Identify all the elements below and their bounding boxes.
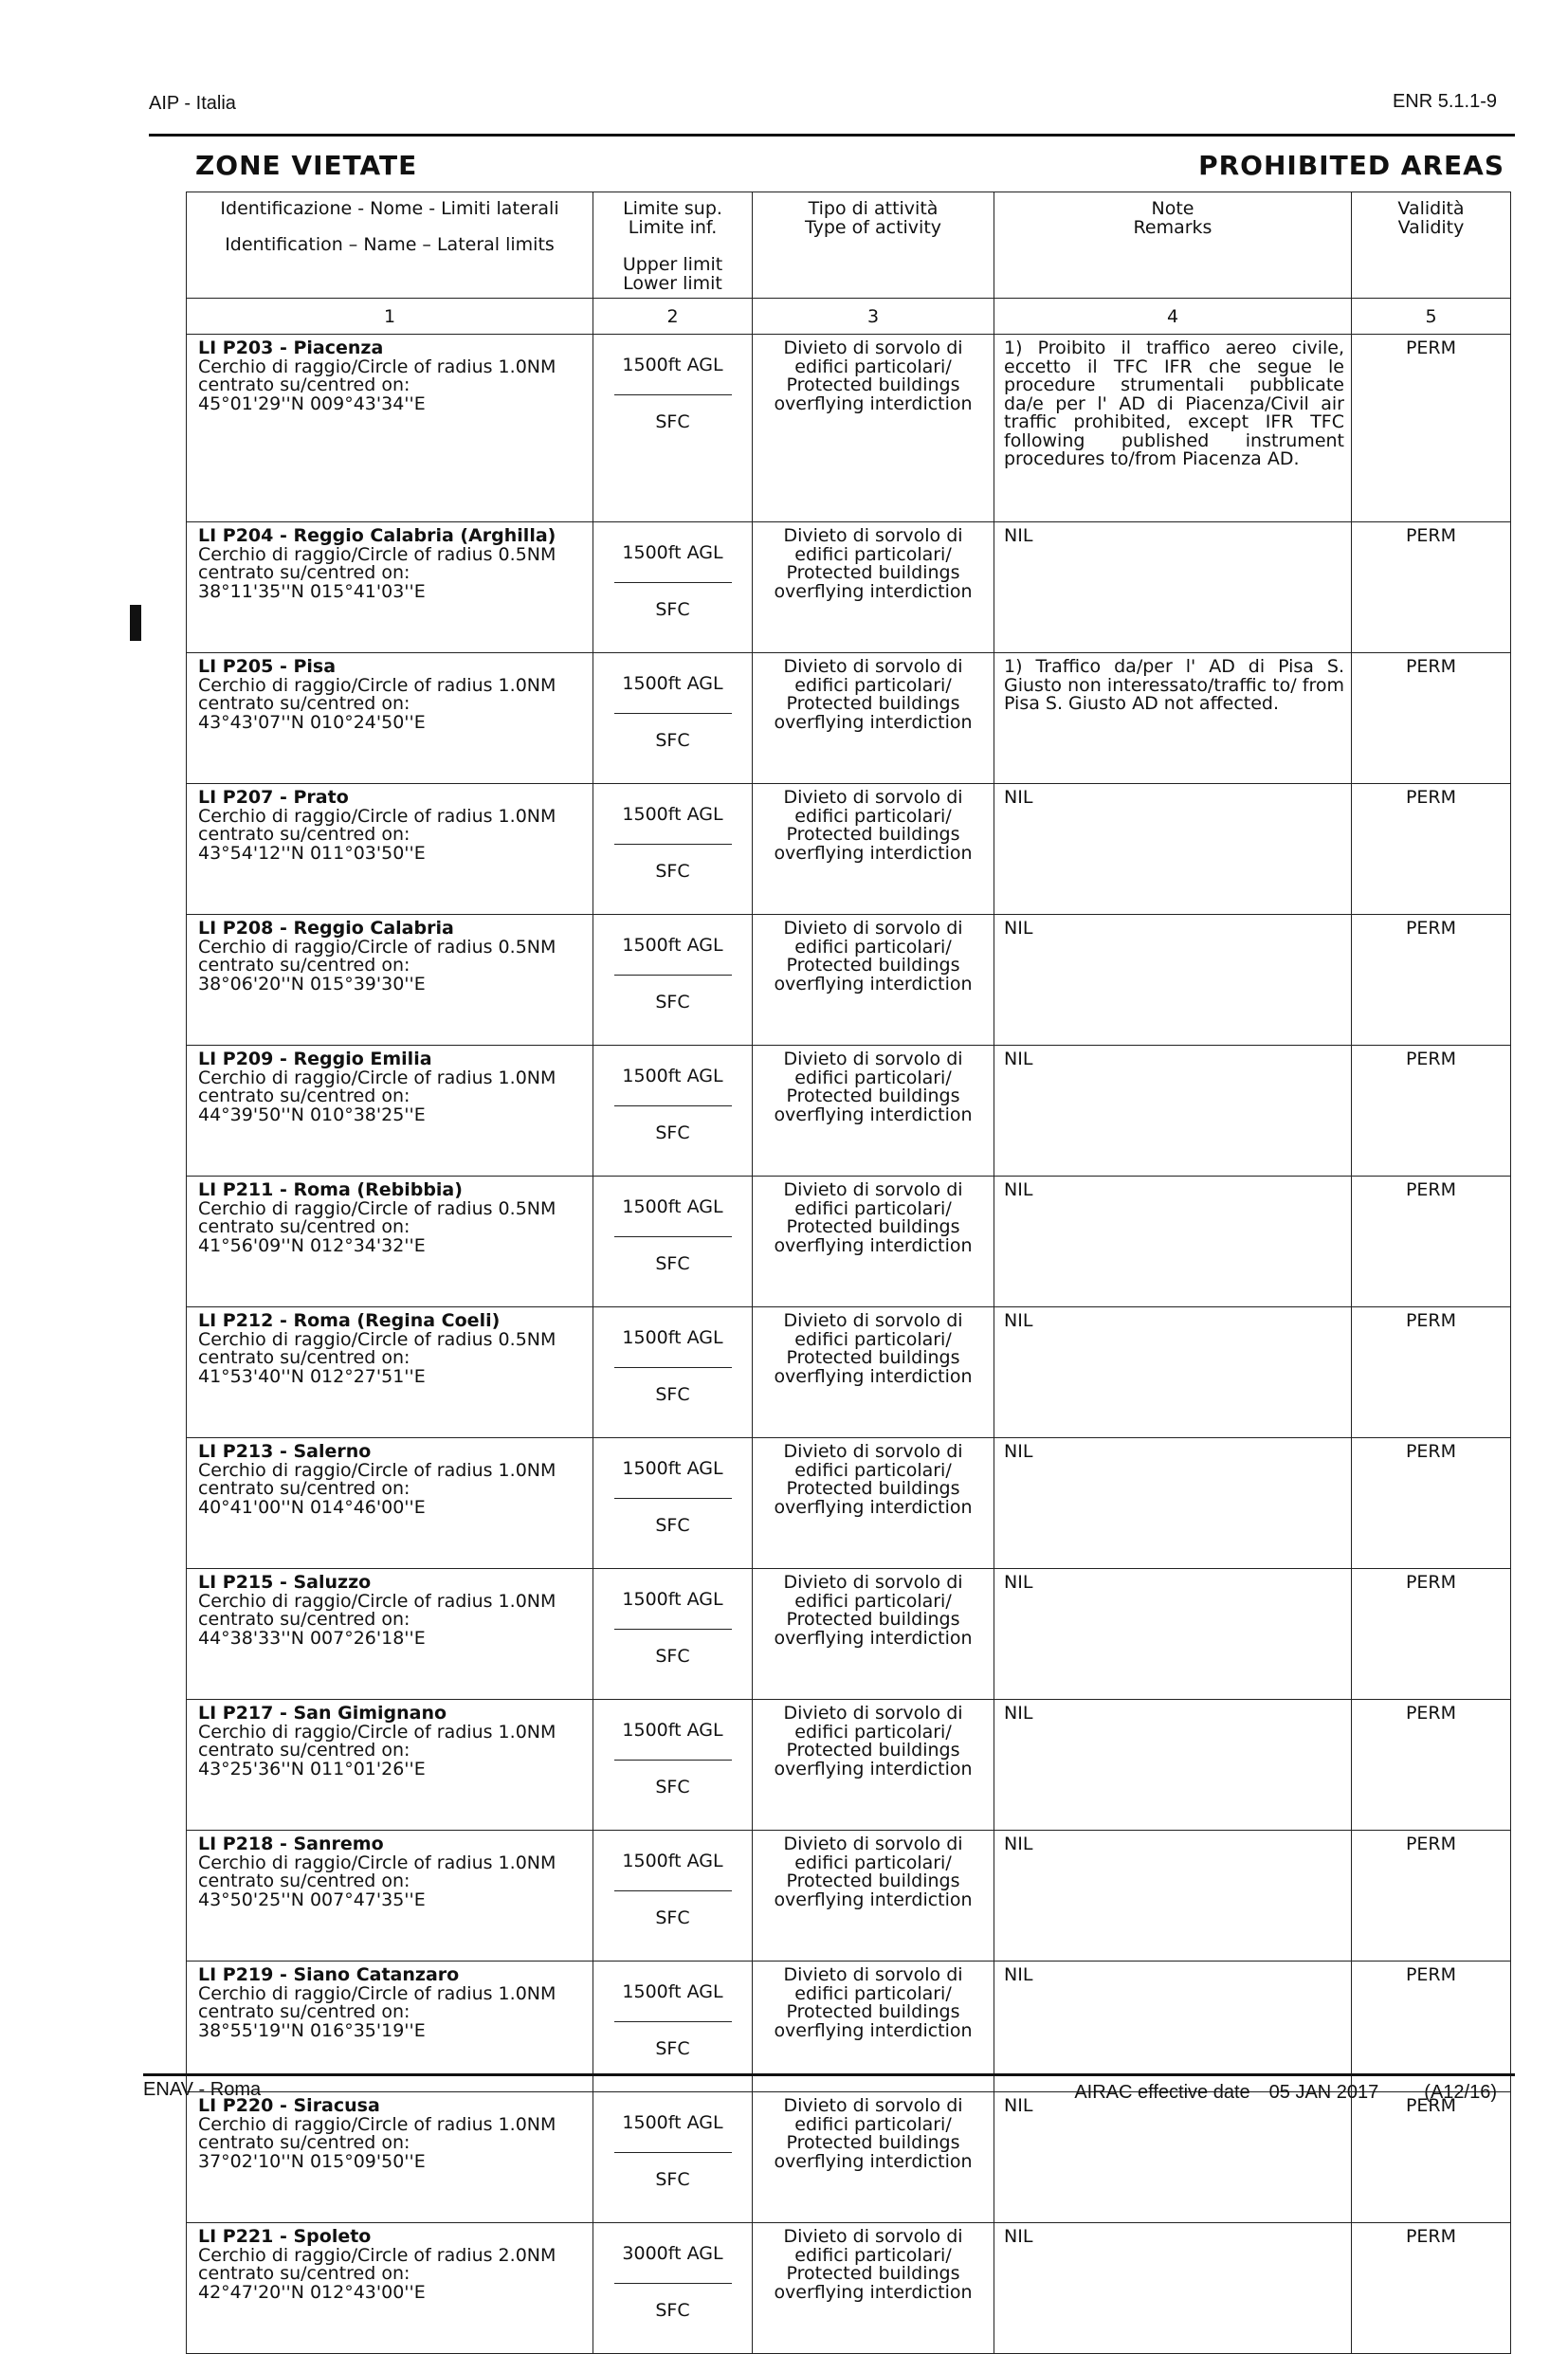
activity-line: edifici particolari/ <box>794 1852 952 1873</box>
activity-line: Divieto di sorvolo di <box>783 1179 963 1200</box>
area-name: LI P212 - Roma (Regina Coeli) <box>198 1310 501 1331</box>
limits-cell <box>593 1438 753 1569</box>
activity-line: overflying interdiction <box>774 1234 973 1256</box>
activity-line: Divieto di sorvolo di <box>783 1703 963 1724</box>
column-header-identification <box>187 192 593 299</box>
activity-line: Protected buildings <box>786 1740 960 1761</box>
identification-cell <box>187 915 593 1046</box>
area-coordinates: 43°54'12''N 011°03'50''E <box>198 842 426 864</box>
validity-cell: PERM <box>1352 1831 1511 1962</box>
area-coordinates: 38°55'19''N 016°35'19''E <box>198 2019 426 2041</box>
validity-cell: PERM <box>1352 2092 1511 2223</box>
area-coordinates: 42°47'20''N 012°43'00''E <box>198 2281 426 2303</box>
area-name: LI P218 - Sanremo <box>198 1834 384 1854</box>
limit-divider <box>614 2152 732 2153</box>
header-divider <box>149 134 1515 137</box>
identification-cell <box>187 1177 593 1307</box>
activity-line: Divieto di sorvolo di <box>783 1441 963 1462</box>
area-centre-label: centrato su/centred on: <box>198 1870 410 1891</box>
activity-line: Protected buildings <box>786 2001 960 2022</box>
upper-limit: 1500ft AGL <box>622 804 723 825</box>
activity-line: overflying interdiction <box>774 2150 973 2172</box>
activity-cell <box>753 1962 994 2092</box>
activity-line: overflying interdiction <box>774 1889 973 1910</box>
area-centre-label: centrato su/centred on: <box>198 1740 410 1761</box>
limits-cell <box>593 1307 753 1438</box>
validity-cell: PERM <box>1352 1962 1511 2092</box>
area-radius: Cerchio di raggio/Circle of radius 0.5NM <box>198 1197 556 1219</box>
activity-line: overflying interdiction <box>774 1365 973 1387</box>
activity-line: edifici particolari/ <box>794 936 952 958</box>
area-centre-label: centrato su/centred on: <box>198 1086 410 1106</box>
limit-divider <box>614 713 732 714</box>
activity-line: edifici particolari/ <box>794 543 952 565</box>
area-radius: Cerchio di raggio/Circle of radius 2.0NM <box>198 2244 556 2266</box>
area-radius: Cerchio di raggio/Circle of radius 1.0NM <box>198 1067 556 1088</box>
table-row <box>187 335 1511 522</box>
activity-line: edifici particolari/ <box>794 1197 952 1219</box>
validity-cell: PERM <box>1352 2223 1511 2354</box>
area-coordinates: 43°50'25''N 007°47'35''E <box>198 1889 426 1910</box>
table-row <box>187 1569 1511 1700</box>
validity-cell: PERM <box>1352 1700 1511 1831</box>
limits-cell <box>593 1831 753 1962</box>
area-name: LI P219 - Siano Catanzaro <box>198 1964 460 1985</box>
activity-line: Divieto di sorvolo di <box>783 918 963 939</box>
validity-cell: PERM <box>1352 1046 1511 1177</box>
column-header-identification-en: Identification – Name – Lateral limits <box>225 233 555 255</box>
activity-line: Protected buildings <box>786 2263 960 2284</box>
activity-line: overflying interdiction <box>774 711 973 733</box>
area-radius: Cerchio di raggio/Circle of radius 1.0NM <box>198 1721 556 1743</box>
table-row <box>187 915 1511 1046</box>
validity-cell: PERM <box>1352 1307 1511 1438</box>
upper-limit: 1500ft AGL <box>622 935 723 956</box>
column-header-limits-it-lower: Limite inf. <box>628 216 718 238</box>
remarks-cell: 1) Proibito il traffico aereo civile, eccetto il TFC IFR che segue le procedure strumentali pubblicate da/e per l' AD di Piacenza/Civil air traffic prohibited, except IFR TFC following published instrument procedures to/from Piacenza AD. <box>994 335 1352 522</box>
column-header-validity <box>1352 192 1511 299</box>
area-name: LI P220 - Siracusa <box>198 2095 380 2116</box>
limits-cell <box>593 1962 753 2092</box>
activity-cell <box>753 1438 994 1569</box>
area-name: LI P221 - Spoleto <box>198 2226 372 2247</box>
area-centre-label: centrato su/centred on: <box>198 374 410 395</box>
activity-line: edifici particolari/ <box>794 1328 952 1350</box>
table-row <box>187 1177 1511 1307</box>
activity-line: overflying interdiction <box>774 1627 973 1649</box>
area-name: LI P203 - Piacenza <box>198 338 384 358</box>
limits-cell <box>593 784 753 915</box>
activity-line: Divieto di sorvolo di <box>783 1964 963 1985</box>
limits-cell <box>593 2092 753 2223</box>
column-header-remarks <box>994 192 1352 299</box>
table-row <box>187 522 1511 653</box>
area-radius: Cerchio di raggio/Circle of radius 1.0NM <box>198 1982 556 2004</box>
area-radius: Cerchio di raggio/Circle of radius 1.0NM <box>198 2113 556 2135</box>
remarks-cell: NIL <box>994 2092 1352 2223</box>
column-header-limits-it-upper: Limite sup. <box>623 198 722 219</box>
activity-line: overflying interdiction <box>774 2281 973 2303</box>
column-header-validity-it: Validità <box>1397 198 1465 219</box>
activity-line: Protected buildings <box>786 1216 960 1237</box>
area-radius: Cerchio di raggio/Circle of radius 1.0NM <box>198 1852 556 1873</box>
remarks-cell: NIL <box>994 1962 1352 2092</box>
activity-line: edifici particolari/ <box>794 356 952 377</box>
area-radius: Cerchio di raggio/Circle of radius 1.0NM <box>198 805 556 827</box>
activity-line: edifici particolari/ <box>794 2244 952 2266</box>
validity-cell: PERM <box>1352 335 1511 522</box>
activity-line: Divieto di sorvolo di <box>783 338 963 358</box>
activity-cell <box>753 653 994 784</box>
area-name: LI P217 - San Gimignano <box>198 1703 447 1724</box>
remarks-cell: NIL <box>994 1177 1352 1307</box>
validity-cell: PERM <box>1352 1438 1511 1569</box>
upper-limit: 1500ft AGL <box>622 1851 723 1871</box>
upper-limit: 1500ft AGL <box>622 673 723 694</box>
validity-cell: PERM <box>1352 784 1511 915</box>
area-coordinates: 40°41'00''N 014°46'00''E <box>198 1496 426 1518</box>
area-name: LI P211 - Roma (Rebibbia) <box>198 1179 463 1200</box>
column-header-remarks-en: Remarks <box>1133 216 1212 238</box>
activity-line: Divieto di sorvolo di <box>783 1049 963 1069</box>
activity-line: overflying interdiction <box>774 1104 973 1125</box>
activity-line: overflying interdiction <box>774 1496 973 1518</box>
activity-line: overflying interdiction <box>774 973 973 995</box>
area-radius: Cerchio di raggio/Circle of radius 1.0NM <box>198 1459 556 1481</box>
activity-line: Protected buildings <box>786 2132 960 2153</box>
airac-label: AIRAC effective date <box>1074 2082 1250 2103</box>
activity-line: Divieto di sorvolo di <box>783 787 963 808</box>
remarks-cell: NIL <box>994 1700 1352 1831</box>
identification-cell <box>187 1046 593 1177</box>
remarks-cell: NIL <box>994 1307 1352 1438</box>
activity-line: Protected buildings <box>786 693 960 714</box>
limit-divider <box>614 1105 732 1106</box>
area-coordinates: 44°39'50''N 010°38'25''E <box>198 1104 426 1125</box>
area-coordinates: 41°53'40''N 012°27'51''E <box>198 1365 426 1387</box>
activity-line: overflying interdiction <box>774 1758 973 1779</box>
header-publication: AIP - Italia <box>149 93 236 114</box>
identification-cell <box>187 1569 593 1700</box>
limit-divider <box>614 1367 732 1368</box>
activity-line: Divieto di sorvolo di <box>783 656 963 677</box>
column-number: 4 <box>994 299 1352 335</box>
limit-divider <box>614 1629 732 1630</box>
area-centre-label: centrato su/centred on: <box>198 824 410 845</box>
activity-cell <box>753 1569 994 1700</box>
limit-divider <box>614 1498 732 1499</box>
amendment-change-bar <box>130 605 141 641</box>
remarks-cell: NIL <box>994 1438 1352 1569</box>
activity-cell <box>753 2223 994 2354</box>
limits-cell <box>593 1569 753 1700</box>
lower-limit: SFC <box>655 1514 690 1536</box>
upper-limit: 1500ft AGL <box>622 1196 723 1217</box>
column-number: 3 <box>753 299 994 335</box>
area-name: LI P209 - Reggio Emilia <box>198 1049 432 1069</box>
activity-line: Protected buildings <box>786 374 960 395</box>
table-row <box>187 1046 1511 1177</box>
area-centre-label: centrato su/centred on: <box>198 693 410 714</box>
limit-divider <box>614 582 732 583</box>
upper-limit: 1500ft AGL <box>622 1458 723 1479</box>
limit-divider <box>614 2283 732 2284</box>
area-coordinates: 43°25'36''N 011°01'26''E <box>198 1758 426 1779</box>
activity-line: Protected buildings <box>786 1347 960 1368</box>
activity-cell <box>753 1700 994 1831</box>
activity-line: Protected buildings <box>786 1609 960 1630</box>
limits-cell <box>593 1700 753 1831</box>
activity-line: overflying interdiction <box>774 2019 973 2041</box>
section-title-italian: ZONE VIETATE <box>195 150 418 181</box>
area-centre-label: centrato su/centred on: <box>198 1347 410 1368</box>
area-name: LI P207 - Prato <box>198 787 349 808</box>
table-row <box>187 2092 1511 2223</box>
upper-limit: 1500ft AGL <box>622 1720 723 1741</box>
lower-limit: SFC <box>655 2299 690 2321</box>
area-centre-label: centrato su/centred on: <box>198 2132 410 2153</box>
remarks-cell: 1) Traffico da/per l' AD di Pisa S. Giusto non interessato/traffic to/ from Pisa S. Giusto AD not affected. <box>994 653 1352 784</box>
column-header-identification-it: Identificazione - Nome - Limiti laterali <box>220 198 559 219</box>
area-coordinates: 44°38'33''N 007°26'18''E <box>198 1627 426 1649</box>
activity-line: overflying interdiction <box>774 842 973 864</box>
lower-limit: SFC <box>655 598 690 620</box>
column-header-remarks-it: Note <box>1151 198 1194 219</box>
column-header-activity <box>753 192 994 299</box>
area-centre-label: centrato su/centred on: <box>198 562 410 583</box>
area-centre-label: centrato su/centred on: <box>198 1478 410 1499</box>
lower-limit: SFC <box>655 1122 690 1143</box>
area-centre-label: centrato su/centred on: <box>198 955 410 976</box>
column-header-validity-en: Validity <box>1397 216 1465 238</box>
limits-cell <box>593 1177 753 1307</box>
remarks-cell: NIL <box>994 784 1352 915</box>
upper-limit: 1500ft AGL <box>622 1066 723 1086</box>
activity-cell <box>753 1046 994 1177</box>
area-centre-label: centrato su/centred on: <box>198 2263 410 2284</box>
upper-limit: 1500ft AGL <box>622 1327 723 1348</box>
activity-cell <box>753 1177 994 1307</box>
activity-line: Protected buildings <box>786 1086 960 1106</box>
identification-cell <box>187 2223 593 2354</box>
identification-cell <box>187 1962 593 2092</box>
activity-line: Divieto di sorvolo di <box>783 1310 963 1331</box>
identification-cell <box>187 1438 593 1569</box>
column-number: 1 <box>187 299 593 335</box>
upper-limit: 1500ft AGL <box>622 1589 723 1610</box>
table-row <box>187 1700 1511 1831</box>
area-name: LI P208 - Reggio Calabria <box>198 918 454 939</box>
limits-cell <box>593 522 753 653</box>
lower-limit: SFC <box>655 729 690 751</box>
upper-limit: 1500ft AGL <box>622 1981 723 2002</box>
limits-cell <box>593 1046 753 1177</box>
validity-cell: PERM <box>1352 653 1511 784</box>
activity-line: edifici particolari/ <box>794 1590 952 1612</box>
activity-line: overflying interdiction <box>774 580 973 602</box>
validity-cell: PERM <box>1352 1177 1511 1307</box>
lower-limit: SFC <box>655 860 690 882</box>
upper-limit: 1500ft AGL <box>622 542 723 563</box>
activity-line: edifici particolari/ <box>794 1721 952 1743</box>
area-radius: Cerchio di raggio/Circle of radius 1.0NM <box>198 674 556 696</box>
column-header-activity-en: Type of activity <box>804 216 942 238</box>
area-coordinates: 38°11'35''N 015°41'03''E <box>198 580 426 602</box>
area-radius: Cerchio di raggio/Circle of radius 1.0NM <box>198 1590 556 1612</box>
footer-divider <box>143 2073 1515 2076</box>
area-coordinates: 45°01'29''N 009°43'34''E <box>198 392 426 414</box>
activity-line: Protected buildings <box>786 824 960 845</box>
limit-divider <box>614 1760 732 1761</box>
table-row <box>187 1962 1511 2092</box>
activity-line: Protected buildings <box>786 562 960 583</box>
table-row <box>187 1831 1511 1962</box>
activity-cell <box>753 915 994 1046</box>
area-coordinates: 37°02'10''N 015°09'50''E <box>198 2150 426 2172</box>
identification-cell <box>187 522 593 653</box>
remarks-cell: NIL <box>994 2223 1352 2354</box>
table-row <box>187 653 1511 784</box>
upper-limit: 3000ft AGL <box>622 2243 723 2264</box>
area-name: LI P204 - Reggio Calabria (Arghilla) <box>198 525 556 546</box>
limits-cell <box>593 2223 753 2354</box>
amendment-number: (A12/16) <box>1424 2082 1497 2103</box>
column-header-limits-en-upper: Upper limit <box>622 254 723 275</box>
lower-limit: SFC <box>655 1252 690 1274</box>
limits-cell <box>593 653 753 784</box>
activity-line: edifici particolari/ <box>794 805 952 827</box>
validity-cell: PERM <box>1352 915 1511 1046</box>
table-header-row <box>187 192 1511 299</box>
lower-limit: SFC <box>655 1776 690 1797</box>
area-centre-label: centrato su/centred on: <box>198 1609 410 1630</box>
identification-cell <box>187 1307 593 1438</box>
lower-limit: SFC <box>655 1645 690 1667</box>
activity-line: edifici particolari/ <box>794 2113 952 2135</box>
identification-cell <box>187 784 593 915</box>
lower-limit: SFC <box>655 2037 690 2059</box>
remarks-cell: NIL <box>994 1569 1352 1700</box>
area-radius: Cerchio di raggio/Circle of radius 0.5NM <box>198 1328 556 1350</box>
identification-cell <box>187 2092 593 2223</box>
prohibited-areas-table <box>186 192 1511 2354</box>
remarks-cell: NIL <box>994 1046 1352 1177</box>
limit-divider <box>614 1890 732 1891</box>
identification-cell <box>187 1700 593 1831</box>
activity-cell <box>753 335 994 522</box>
activity-line: edifici particolari/ <box>794 1067 952 1088</box>
activity-line: Protected buildings <box>786 1870 960 1891</box>
column-number: 2 <box>593 299 753 335</box>
activity-cell <box>753 1307 994 1438</box>
lower-limit: SFC <box>655 2168 690 2190</box>
area-name: LI P213 - Salerno <box>198 1441 372 1462</box>
area-radius: Cerchio di raggio/Circle of radius 0.5NM <box>198 936 556 958</box>
identification-cell <box>187 335 593 522</box>
area-name: LI P205 - Pisa <box>198 656 337 677</box>
lower-limit: SFC <box>655 1383 690 1405</box>
limit-divider <box>614 394 732 395</box>
identification-cell <box>187 1831 593 1962</box>
limit-divider <box>614 2021 732 2022</box>
validity-cell: PERM <box>1352 1569 1511 1700</box>
activity-line: edifici particolari/ <box>794 1459 952 1481</box>
activity-line: Divieto di sorvolo di <box>783 1834 963 1854</box>
activity-line: Divieto di sorvolo di <box>783 525 963 546</box>
activity-cell <box>753 784 994 915</box>
lower-limit: SFC <box>655 1907 690 1928</box>
airac-date: 05 JAN 2017 <box>1268 2082 1379 2103</box>
area-centre-label: centrato su/centred on: <box>198 1216 410 1237</box>
remarks-cell: NIL <box>994 915 1352 1046</box>
column-number-row <box>187 299 1511 335</box>
area-radius: Cerchio di raggio/Circle of radius 0.5NM <box>198 543 556 565</box>
table-row <box>187 1438 1511 1569</box>
upper-limit: 1500ft AGL <box>622 2112 723 2133</box>
area-name: LI P215 - Saluzzo <box>198 1572 372 1593</box>
activity-line: Divieto di sorvolo di <box>783 2226 963 2247</box>
area-radius: Cerchio di raggio/Circle of radius 1.0NM <box>198 356 556 377</box>
activity-cell <box>753 522 994 653</box>
activity-line: edifici particolari/ <box>794 674 952 696</box>
footer-airac <box>1074 2082 1497 2104</box>
area-coordinates: 41°56'09''N 012°34'32''E <box>198 1234 426 1256</box>
identification-cell <box>187 653 593 784</box>
limit-divider <box>614 1236 732 1237</box>
activity-line: Divieto di sorvolo di <box>783 2095 963 2116</box>
column-header-activity-it: Tipo di attività <box>808 198 939 219</box>
activity-line: Divieto di sorvolo di <box>783 1572 963 1593</box>
column-header-limits <box>593 192 753 299</box>
limits-cell <box>593 915 753 1046</box>
limits-cell <box>593 335 753 522</box>
validity-cell: PERM <box>1352 522 1511 653</box>
limit-divider <box>614 975 732 976</box>
remarks-cell: NIL <box>994 522 1352 653</box>
table-row <box>187 2223 1511 2354</box>
activity-cell <box>753 2092 994 2223</box>
lower-limit: SFC <box>655 991 690 1013</box>
area-coordinates: 38°06'20''N 015°39'30''E <box>198 973 426 995</box>
table-row <box>187 1307 1511 1438</box>
upper-limit: 1500ft AGL <box>622 355 723 375</box>
activity-line: overflying interdiction <box>774 392 973 414</box>
section-title-english: PROHIBITED AREAS <box>1198 150 1504 181</box>
footer-publisher: ENAV - Roma <box>143 2079 262 2100</box>
column-number: 5 <box>1352 299 1511 335</box>
lower-limit: SFC <box>655 411 690 432</box>
column-header-limits-en-lower: Lower limit <box>623 272 722 294</box>
table-row <box>187 784 1511 915</box>
header-page-ref: ENR 5.1.1-9 <box>1392 91 1497 112</box>
activity-cell <box>753 1831 994 1962</box>
area-centre-label: centrato su/centred on: <box>198 2001 410 2022</box>
activity-line: Protected buildings <box>786 955 960 976</box>
remarks-cell: NIL <box>994 1831 1352 1962</box>
area-coordinates: 43°43'07''N 010°24'50''E <box>198 711 426 733</box>
activity-line: Protected buildings <box>786 1478 960 1499</box>
limit-divider <box>614 844 732 845</box>
activity-line: edifici particolari/ <box>794 1982 952 2004</box>
